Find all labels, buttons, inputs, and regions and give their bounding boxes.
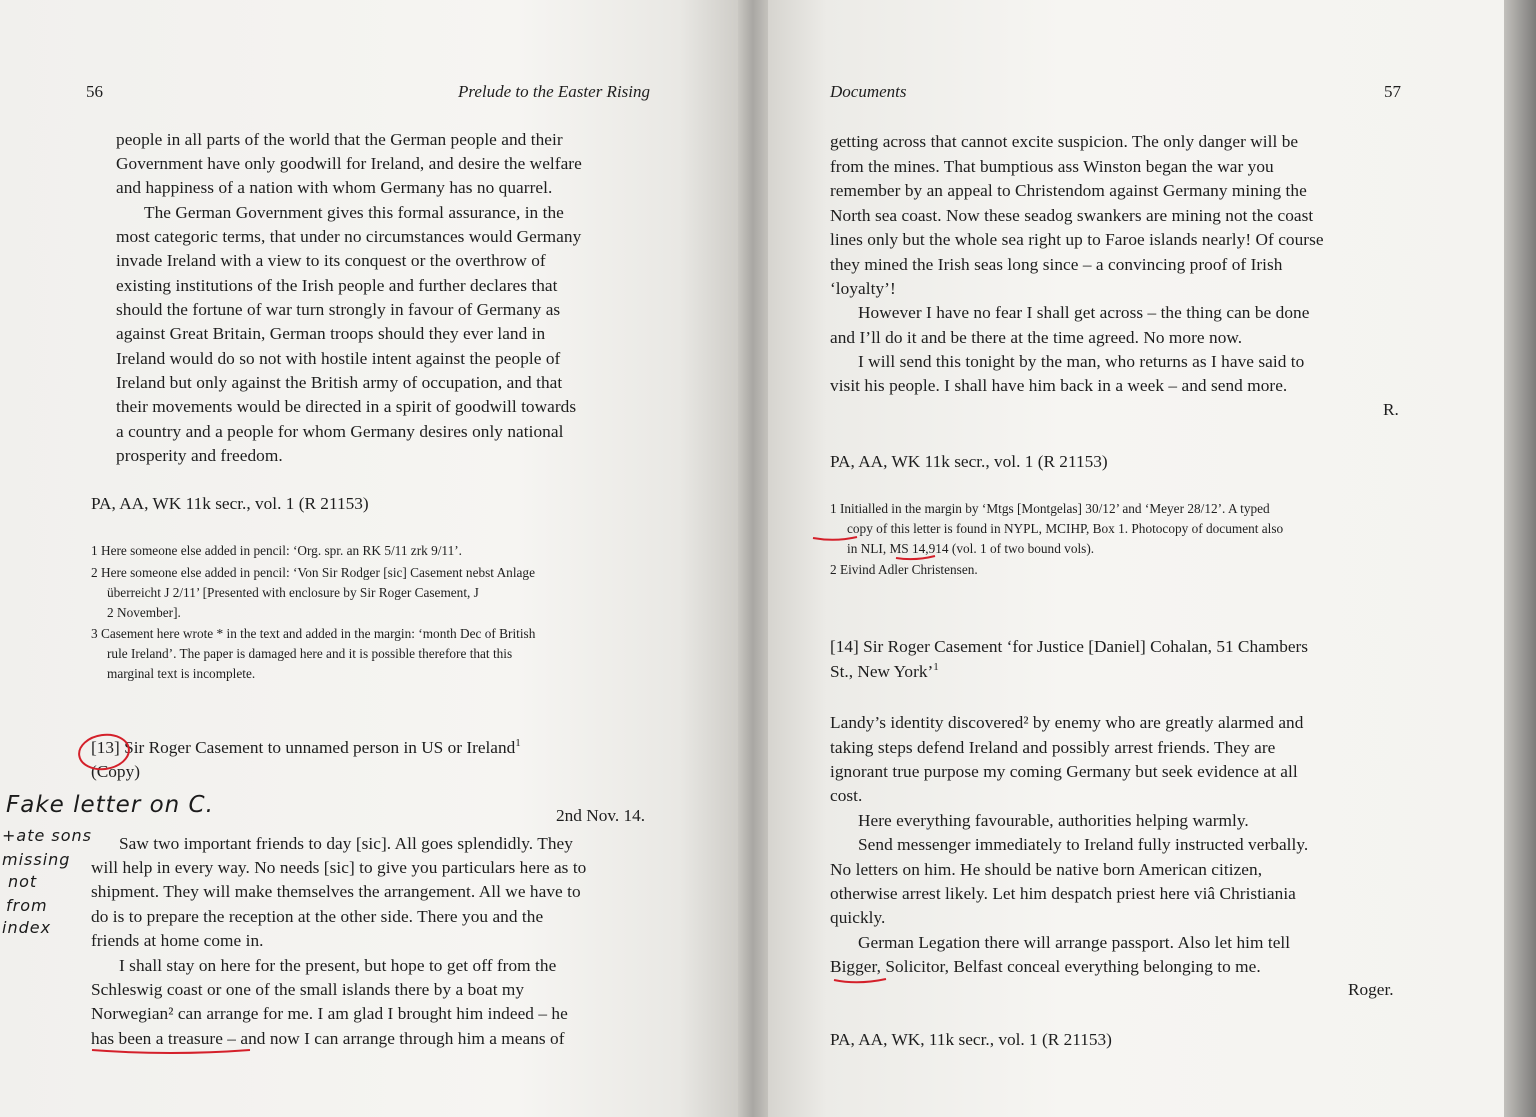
document-14-heading: [14] Sir Roger Casement ‘for Justice [Daniel] Cohalan, 51 Chambers [830, 637, 1308, 656]
source-citation-right-2: PA, AA, WK, 11k secr., vol. 1 (R 21153) [830, 1030, 1112, 1049]
body-line: from the mines. That bumptious ass Winston began the war you [830, 157, 1274, 176]
left-page [0, 0, 738, 1117]
body-line: Here everything favourable, authorities helping warmly. [858, 811, 1249, 830]
signature-roger: Roger. [1348, 980, 1394, 999]
body-line: Ireland but only against the British army of occupation, and that [116, 373, 563, 392]
body-line: Government have only goodwill for Ireland, and desire the welfare [116, 154, 582, 173]
body-line: shipment. They will make themselves the arrangement. All we have to [91, 882, 581, 901]
footnote-line: 2 Eivind Adler Christensen. [830, 562, 978, 577]
body-line: I will send this tonight by the man, who returns as I have said to [858, 352, 1305, 371]
body-line: invade Ireland with a view to its conquest or the overthrow of [116, 251, 546, 270]
body-line: visit his people. I shall have him back in a week – and send more. [830, 376, 1288, 395]
source-citation-right-1: PA, AA, WK 11k secr., vol. 1 (R 21153) [830, 452, 1108, 471]
footnote-line: 3 Casement here wrote * in the text and added in the margin: ‘month Dec of British [91, 626, 536, 641]
body-line: getting across that cannot excite suspicion. The only danger will be [830, 132, 1299, 151]
body-line: ‘loyalty’! [830, 279, 896, 298]
body-line: has been a treasure – and now I can arrange through him a means of [91, 1029, 565, 1048]
body-line: Send messenger immediately to Ireland fully instructed verbally. [858, 835, 1309, 854]
handwritten-line: missing [2, 850, 71, 869]
handwritten-line: index [2, 918, 52, 937]
body-line: ignorant true purpose my coming Germany but seek evidence at all [830, 762, 1298, 781]
body-line: Bigger, Solicitor, Belfast conceal everything belonging to me. [830, 957, 1261, 976]
document-13-heading [91, 737, 521, 758]
body-line: otherwise arrest likely. Let him despatch priest here viâ Christiania [830, 884, 1296, 903]
footnote-line: überreicht J 2/11’ [Presented with enclosure by Sir Roger Casement, J [107, 585, 479, 600]
body-line: lines only but the whole sea right up to Faroe islands nearly! Of course [830, 230, 1324, 249]
body-line: The German Government gives this formal assurance, in the [144, 203, 564, 222]
footnote-line: 2 November]. [107, 605, 181, 620]
document-13-heading-text: [13] Sir Roger Casement to unnamed person in US or Ireland [91, 737, 516, 757]
footnote-line: 1 Here someone else added in pencil: ‘Org. spr. an RK 5/11 zrk 9/11’. [91, 543, 462, 558]
body-line: I shall stay on here for the present, but hope to get off from the [119, 956, 557, 975]
body-line: Norwegian² can arrange for me. I am glad I brought him indeed – he [91, 1004, 568, 1023]
body-line: and happiness of a nation with whom Germany has no quarrel. [116, 178, 553, 197]
footnote-line: in NLI, MS 14,914 (vol. 1 of two bound vols). [847, 541, 1095, 556]
handwritten-line: +ate sons [2, 826, 93, 845]
body-line: remember by an appeal to Christendom against Germany mining the [830, 181, 1307, 200]
signature-initial: R. [1383, 400, 1399, 419]
body-line: No letters on him. He should be native born American citizen, [830, 860, 1263, 879]
body-line: friends at home come in. [91, 931, 264, 950]
body-line: they mined the Irish seas long since – a convincing proof of Irish [830, 255, 1283, 274]
right-page [768, 0, 1504, 1117]
running-head-left: Prelude to the Easter Rising [458, 82, 651, 101]
body-line: Ireland would do so not with hostile intent against the people of [116, 349, 561, 368]
handwritten-line: from [6, 896, 48, 915]
footnote-line: marginal text is incomplete. [107, 666, 256, 681]
body-line: people in all parts of the world that the German people and their [116, 130, 563, 149]
body-line: North sea coast. Now these seadog swankers are mining not the coast [830, 206, 1314, 225]
body-line: will help in every way. No needs [sic] to give you particulars here as to [91, 858, 587, 877]
body-line: and I’ll do it and be there at the time agreed. No more now. [830, 328, 1243, 347]
footnote-line: copy of this letter is found in NYPL, MCIHP, Box 1. Photocopy of document also [847, 521, 1284, 536]
body-line: against Great Britain, German troops should they ever land in [116, 324, 546, 343]
body-line: cost. [830, 786, 863, 805]
body-line: German Legation there will arrange passport. Also let him tell [858, 933, 1291, 952]
running-head-right: Documents [830, 82, 907, 101]
handwritten-line: Fake letter on C. [6, 792, 214, 818]
footnote-marker: 1 [515, 737, 521, 749]
source-citation-left: PA, AA, WK 11k secr., vol. 1 (R 21153) [91, 494, 369, 513]
body-line: their movements would be directed in a spirit of goodwill towards [116, 397, 577, 416]
page-number-right: 57 [1384, 82, 1401, 101]
document-14-heading-text: St., New York’ [830, 661, 934, 681]
body-line: a country and a people for whom Germany desires only national [116, 422, 564, 441]
footnote-line: rule Ireland’. The paper is damaged here and it is possible therefore that this [107, 646, 513, 661]
page-number-left: 56 [86, 82, 103, 101]
handwritten-line: not [8, 872, 38, 891]
body-line: Saw two important friends to day [sic]. All goes splendidly. They [119, 834, 573, 853]
book-gutter [738, 0, 768, 1117]
body-line: taking steps defend Ireland and possibly arrest friends. They are [830, 738, 1276, 757]
body-line: However I have no fear I shall get across – the thing can be done [858, 303, 1310, 322]
body-line: existing institutions of the Irish people and further declares that [116, 276, 558, 295]
page-edge [1504, 0, 1536, 1117]
footnote-line: 1 Initialled in the margin by ‘Mtgs [Montgelas] 30/12’ and ‘Meyer 28/12’. A typed [830, 501, 1270, 516]
footnote-line: 2 Here someone else added in pencil: ‘Von Sir Rodger [sic] Casement nebst Anlage [91, 565, 535, 580]
body-line: Schleswig coast or one of the small islands there by a boat my [91, 980, 525, 999]
body-line: do is to prepare the reception at the other side. There you and the [91, 907, 544, 926]
document-13-date: 2nd Nov. 14. [556, 806, 646, 825]
body-line: should the fortune of war turn strongly in favour of Germany as [116, 300, 561, 319]
body-line: quickly. [830, 908, 886, 927]
body-line: Landy’s identity discovered² by enemy who are greatly alarmed and [830, 713, 1304, 732]
footnote-marker: 1 [933, 661, 939, 673]
body-line: prosperity and freedom. [116, 446, 283, 465]
document-14-heading-cont [830, 661, 939, 682]
document-13-copy-label: (Copy) [91, 762, 140, 781]
body-line: most categoric terms, that under no circumstances would Germany [116, 227, 582, 246]
